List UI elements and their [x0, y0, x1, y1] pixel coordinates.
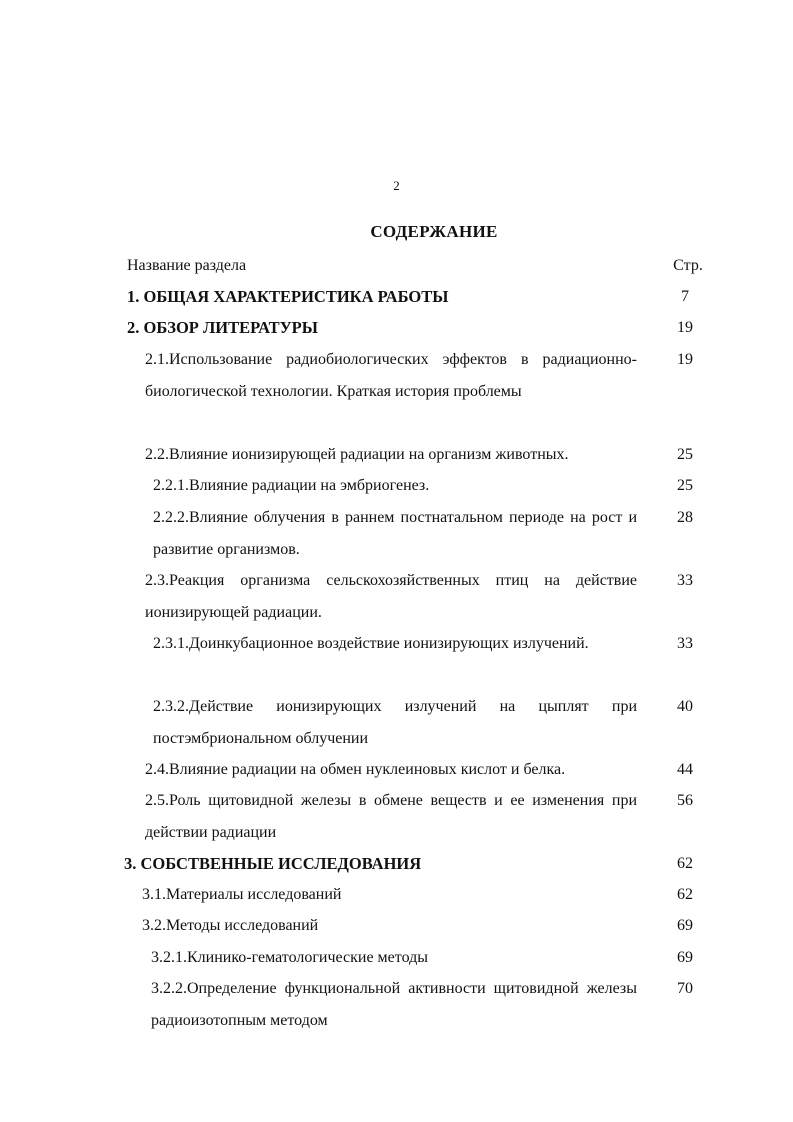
- toc-entry-page: 19: [677, 351, 693, 368]
- toc-entry-page: 19: [677, 319, 693, 336]
- toc-entry-text: 2.3.1.Доинкубационное воздействие ионизирующих излучений.: [153, 635, 589, 652]
- toc-entry-text: 3. СОБСТВЕННЫЕ ИССЛЕДОВАНИЯ: [124, 854, 422, 873]
- toc-entry-text: 1. ОБЩАЯ ХАРАКТЕРИСТИКА РАБОТЫ: [127, 287, 449, 306]
- toc-entry-page: 7: [681, 288, 689, 305]
- toc-entry-text: 3.1.Материалы исследований: [142, 886, 342, 903]
- page-number: 2: [393, 178, 400, 193]
- toc-entry-page: 56: [677, 792, 693, 809]
- toc-entry-text: 2.1.Использование радиобиологических эффектов в радиационно-биологической технологии. Краткая история проблемы: [145, 351, 637, 400]
- toc-entry-page: 40: [677, 698, 693, 715]
- toc-entry-page: 44: [677, 761, 693, 778]
- toc-entry-text: 3.2.1.Клинико-гематологические методы: [151, 949, 428, 966]
- toc-entry-text: 2.2.2.Влияние облучения в раннем постнатальном периоде на рост и развитие организмов.: [153, 509, 637, 558]
- toc-entry-page: 69: [677, 949, 693, 966]
- toc-entry-page: 25: [677, 477, 693, 494]
- toc-entry-page: 33: [677, 572, 693, 589]
- toc-entry-page: 33: [677, 635, 693, 652]
- toc-entry-text: 2.3.Реакция организма сельскохозяйственных птиц на действие ионизирующей радиации.: [145, 572, 637, 621]
- section-column-header: Название раздела: [127, 257, 247, 274]
- toc-entry-text: 3.2.2.Определение функциональной активности щитовидной железы радиоизотопным методом: [151, 980, 637, 1029]
- page-column-header: Стр.: [673, 257, 703, 274]
- toc-entry-text: 2.2.Влияние ионизирующей радиации на организм животных.: [145, 446, 569, 463]
- toc-entry-text: 2.3.2.Действие ионизирующих излучений на цыплят при постэмбриональном облучении: [153, 698, 637, 747]
- toc-entry-text: 2. ОБЗОР ЛИТЕРАТУРЫ: [127, 318, 318, 337]
- toc-entry-text: 2.2.1.Влияние радиации на эмбриогенез.: [153, 477, 430, 494]
- toc-entry-page: 25: [677, 446, 693, 463]
- toc-entry-page: 70: [677, 980, 693, 997]
- toc-entry-text: 3.2.Методы исследований: [142, 917, 319, 934]
- toc-entry-page: 28: [677, 509, 693, 526]
- toc-entry-text: 2.4.Влияние радиации на обмен нуклеиновых кислот и белка.: [145, 761, 566, 778]
- toc-entry-page: 62: [677, 886, 693, 903]
- toc-entry-text: 2.5.Роль щитовидной железы в обмене веществ и ее изменения при действии радиации: [145, 792, 637, 841]
- toc-entry-page: 69: [677, 917, 693, 934]
- toc-title: СОДЕРЖАНИЕ: [370, 222, 498, 241]
- toc-entry-page: 62: [677, 855, 693, 872]
